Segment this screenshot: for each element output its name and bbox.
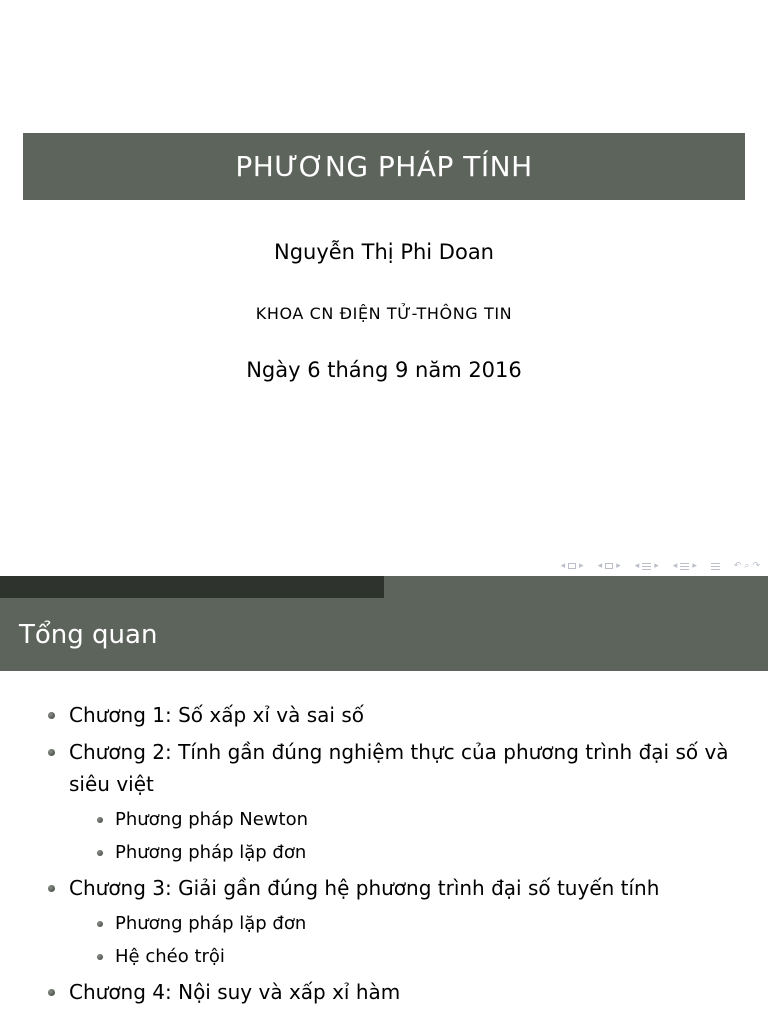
nav-outline-group[interactable] [711,563,720,570]
sub-list-item: Phương pháp lặp đơn [92,907,736,940]
beamer-navigation [561,561,760,571]
presentation-title: PHƯƠNG PHÁP TÍNH [235,150,533,183]
frame-title: Tổng quan [19,619,158,650]
progress-strip [0,576,768,598]
nav-tools-group[interactable] [734,561,760,571]
sub-list [69,803,736,869]
nav-next-slide-icon[interactable]: ▸ [579,561,584,571]
nav-frames-icon[interactable] [605,563,613,569]
nav-forward-icon[interactable]: ↷ [752,561,760,571]
institute-name: KHOA CN ĐIỆN TỬ-THÔNG TIN [255,304,513,323]
nav-frame-group[interactable]: ◂ ▸ [597,561,621,571]
nav-frame-icon[interactable] [568,563,576,569]
nav-search-icon[interactable]: ⌕ [744,561,750,571]
sub-list-item: Phương pháp Newton [92,803,736,836]
list-item: Chương 3: Giải gần đúng hệ phương trình đại số tuyến tính Phương pháp lặp đơn Hệ chéo trội [46,872,736,973]
nav-section-group[interactable]: ◂ ▸ [672,561,697,571]
nav-back-icon[interactable]: ↶ [733,561,742,571]
list-item: Chương 2: Tính gần đúng nghiệm thực của phương trình đại số và siêu việt Phương pháp Newton Phương pháp lặp đơn [46,736,736,869]
chapter-list [46,699,736,1013]
nav-subsection-icon[interactable] [642,563,651,570]
nav-subsection-group[interactable]: ◂ ▸ [634,561,659,571]
title-banner [23,133,745,200]
author-name: Nguyễn Thị Phi Doan [273,240,494,264]
nav-outline-icon[interactable] [711,563,720,570]
nav-slide-group[interactable] [561,561,584,571]
nav-section-icon[interactable] [680,563,689,570]
list-item: Chương 1: Số xấp xỉ và sai số [46,699,736,731]
frame-title-bar [0,598,768,671]
sub-list [69,907,736,973]
progress-fill [0,576,384,598]
sub-list-item: Phương pháp lặp đơn [92,836,736,869]
sub-list-item: Hệ chéo trội [92,940,736,973]
nav-prev-slide-icon[interactable]: ◂ [560,561,566,571]
overview-slide [0,576,768,1024]
presentation-date: Ngày 6 tháng 9 năm 2016 [246,358,522,382]
list-item: Chương 4: Nội suy và xấp xỉ hàm [46,976,736,1008]
